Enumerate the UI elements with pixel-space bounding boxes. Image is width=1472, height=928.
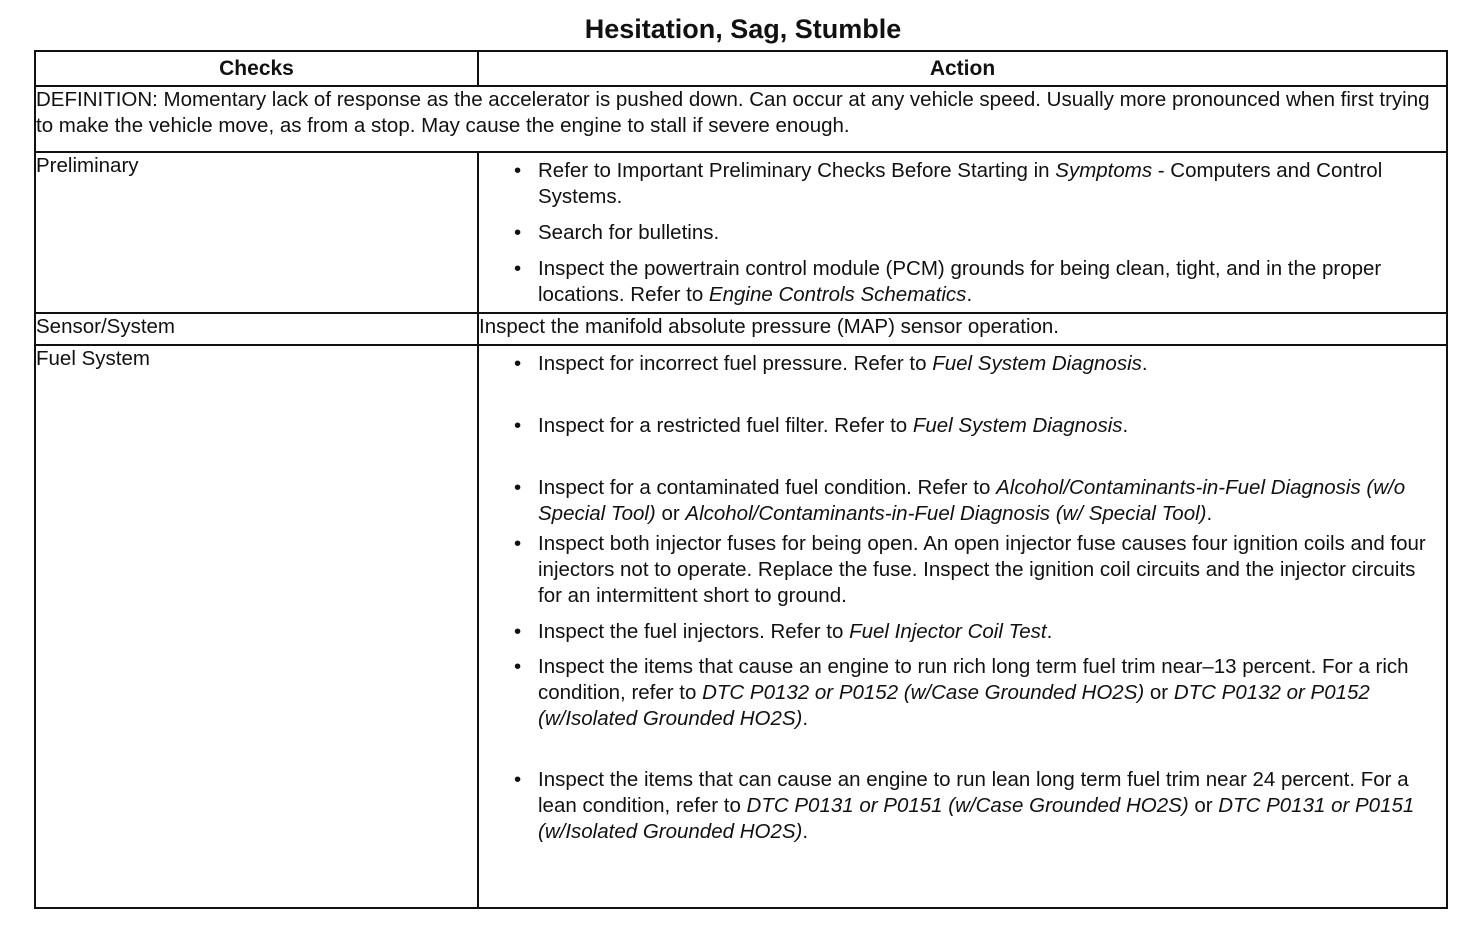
action-sensor-system: Inspect the manifold absolute pressure (MAP) sensor operation.	[478, 313, 1447, 345]
list-item: • Inspect the powertrain control module (PCM) grounds for being clean, tight, and in the proper locations. Refer to Engine Controls Schematics.	[514, 257, 1382, 306]
check-sensor-system: Sensor/System	[35, 313, 478, 345]
check-preliminary: Preliminary	[35, 152, 478, 313]
check-fuel-system: Fuel System	[35, 345, 478, 908]
bullet-icon: •	[514, 221, 522, 244]
bullet-icon: •	[514, 532, 522, 555]
list-item: • Refer to Important Preliminary Checks Before Starting in Symptoms - Computers and Control Systems.	[514, 159, 1383, 208]
list-item: • Inspect for incorrect fuel pressure. Refer to Fuel System Diagnosis.	[514, 352, 1148, 375]
action-column-header: Action	[478, 51, 1447, 86]
header-row	[35, 51, 1447, 86]
list-item: • Inspect for a restricted fuel filter. Refer to Fuel System Diagnosis.	[514, 414, 1129, 437]
bullet-icon: •	[514, 352, 522, 375]
action-preliminary	[478, 152, 1447, 313]
bullet-icon: •	[514, 620, 522, 643]
list-item: • Inspect both injector fuses for being open. An open injector fuse causes four ignition coils and four injectors not to operate. Replace the fuse. Inspect the ignition coil circuits and the injector circuits for an intermittent short to ground.	[514, 532, 1426, 607]
list-item: • Inspect for a contaminated fuel condition. Refer to Alcohol/Contaminants-in-Fuel Diagnosis (w/o Special Tool) or Alcohol/Contaminants-in-Fuel Diagnosis (w/ Special Tool).	[514, 476, 1406, 525]
bullet-icon: •	[514, 655, 522, 678]
bullet-icon: •	[514, 768, 522, 791]
bullet-icon: •	[514, 414, 522, 437]
list-item: • Inspect the items that cause an engine to run rich long term fuel trim near–13 percent. For a rich condition, refer to DTC P0132 or P0152 (w/Case Grounded HO2S) or DTC P0132 or P0152 (w/Isolated Grounded HO2S).	[514, 655, 1409, 730]
list-item: • Search for bulletins.	[514, 221, 720, 244]
table-row-sensor-system	[35, 313, 1447, 345]
list-item: • Inspect the items that can cause an engine to run lean long term fuel trim near 24 percent. For a lean condition, refer to DTC P0131 or P0151 (w/Case Grounded HO2S) or DTC P0131 or P0151 (w/Isolated Grounded HO2S).	[514, 768, 1415, 843]
bullet-icon: •	[514, 257, 522, 280]
list-item: • Inspect the fuel injectors. Refer to Fuel Injector Coil Test.	[514, 620, 1053, 643]
page-title: Hesitation, Sag, Stumble	[584, 14, 902, 44]
definition-text: DEFINITION: Momentary lack of response as the accelerator is pushed down. Can occur at any vehicle speed. Usually more pronounced when first trying to make the vehicle move, as from a stop. May cause the engine to stall if severe enough.	[35, 86, 1447, 152]
table-row-fuel-system	[35, 345, 1447, 908]
definition-row	[35, 86, 1447, 152]
action-fuel-system	[478, 345, 1447, 908]
table-row-preliminary	[35, 152, 1447, 313]
diagnostic-table	[34, 50, 1448, 909]
checks-column-header: Checks	[35, 51, 478, 86]
bullet-icon: •	[514, 159, 522, 182]
bullet-icon: •	[514, 476, 522, 499]
